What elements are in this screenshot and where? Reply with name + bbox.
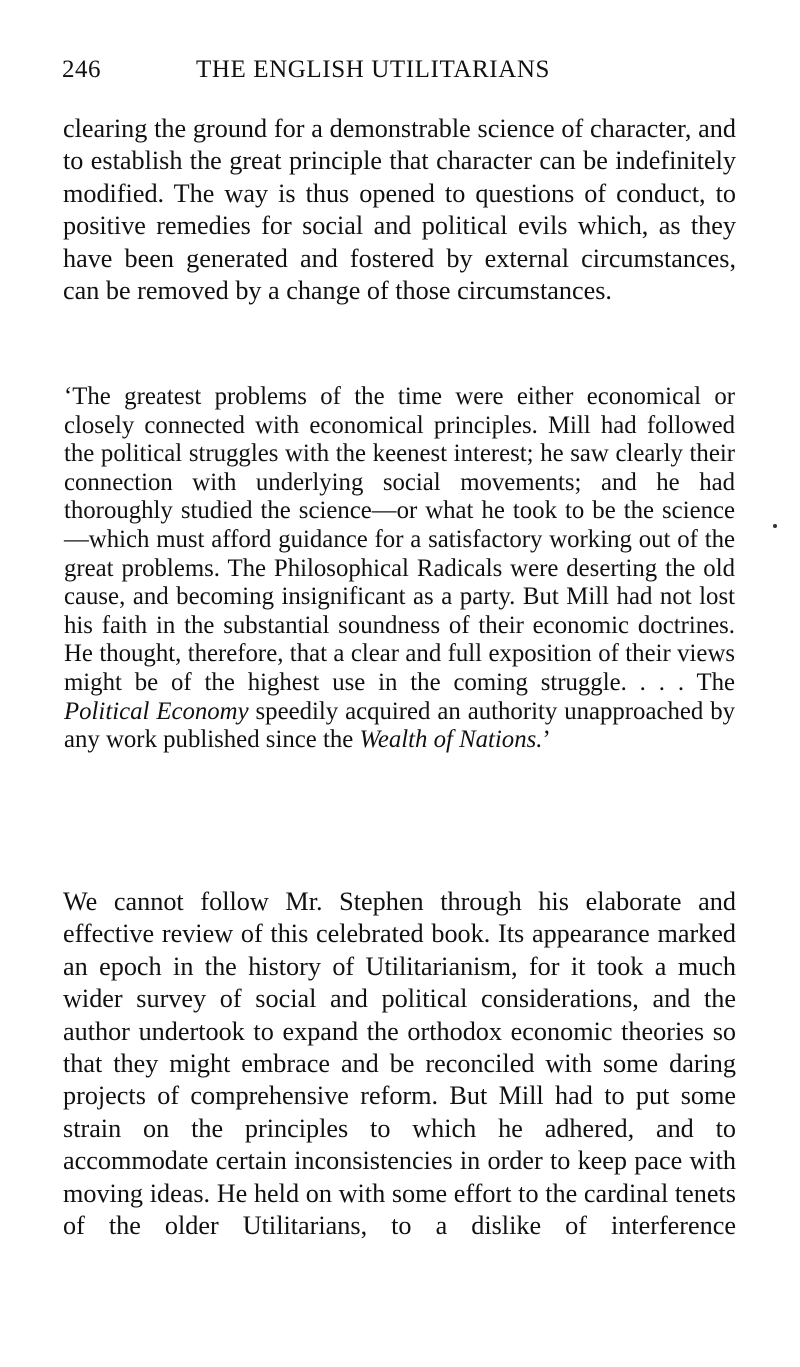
quote-text-part-1: ‘The greatest problems of the time were either economical or closely connected with economical principles. Mill had followed the political struggles with the keenest interest; he saw clearly their connection with underlying social movements; and he had thoroughly studied the science—or what he took to be the science—which must afford guidance for a satisfactory working out of the great problems. The Philosophical Radicals were deserting the old cause, and becoming insignificant as a party. But Mill had not lost his faith in the substantial soundness of their economic doctrines. He thought, therefore, that a clear and full exposition of their views might be of the highest use in the coming struggle. . . . The — [64, 383, 735, 696]
quote-italic-wealth-of-nations: Wealth of Nations. — [359, 726, 543, 754]
block-quotation — [64, 383, 735, 755]
quote-italic-political-economy: Political Economy — [64, 697, 249, 725]
paragraph-body: We cannot follow Mr. Stephen through his elaborate and effective review of this celebrated book. Its appearance marked an epoch in the history of Utilitarianism, for it took a much wider survey of social and political considerations, and the author undertook to expand the orthodox economic theories so that they might embrace and be reconciled with some daring projects of comprehensive reform. But Mill had to put some strain on the principles to which he adhered, and to accommodate certain inconsistencies in order to keep pace with moving ideas. He held on with some effort to the cardinal tenets of the older Utilitarians, to a dislike of interference — [63, 887, 736, 1241]
running-title: THE ENGLISH UTILITARIANS — [196, 56, 551, 83]
margin-speck — [773, 524, 777, 528]
quote-closing-mark: ’ — [542, 726, 551, 754]
quote-text-part-2: speedily acquired an authority unapproached by any work published since the — [64, 697, 735, 754]
running-header — [62, 56, 738, 96]
page-number: 246 — [62, 56, 101, 83]
paragraph-continuation: clearing the ground for a demonstrable science of character, and to establish the great principle that character can be indefinitely modified. The way is thus opened to questions of conduct, to positive remedies for social and political evils which, as they have been generated and fostered by external circumstances, can be removed by a change of those circumstances. — [63, 114, 736, 306]
